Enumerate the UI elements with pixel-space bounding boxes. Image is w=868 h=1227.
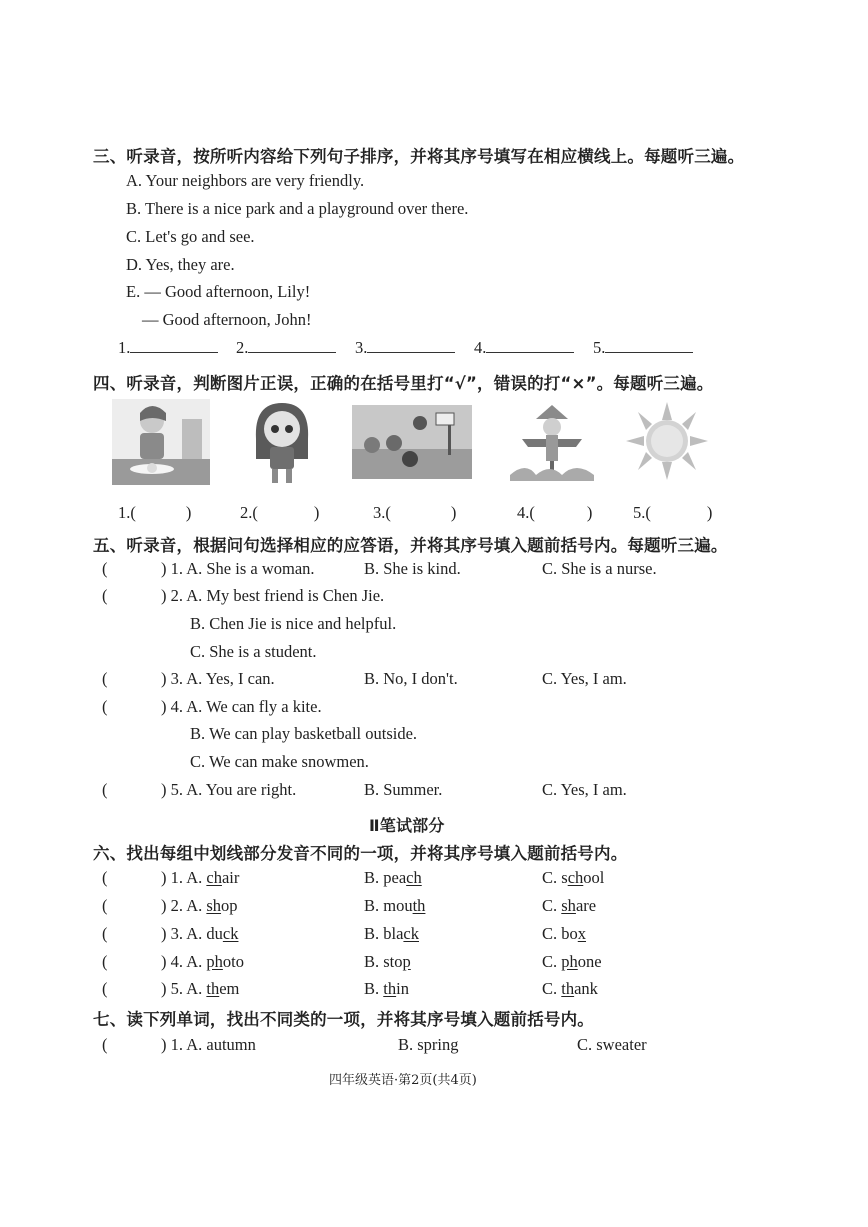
picture-sun — [624, 400, 710, 482]
order-blank-1[interactable] — [118, 338, 218, 358]
q4-option-b: B. We can play basketball outside. — [190, 724, 418, 743]
q4-option-c: C. We can make snowmen. — [190, 752, 369, 771]
q5-option-c: C. Yes, I am. — [542, 780, 627, 799]
blank-label: 4. — [474, 338, 487, 357]
sentence-a: A. Your neighbors are very friendly. — [126, 171, 365, 190]
answer-paren[interactable]: ( — [102, 868, 108, 887]
s6-q4-option-b: B. stop — [364, 952, 411, 971]
q1-option-a: ) 1. A. She is a woman. — [161, 559, 315, 578]
blank-label: 2. — [236, 338, 249, 357]
answer-open: 1.( — [118, 503, 136, 522]
section4-heading: 四、听录音，判断图片正误，正确的在括号里打“√”，错误的打“×”。每题听三遍。 — [93, 374, 714, 393]
s6-q1-option-c: C. school — [542, 868, 605, 887]
s6-q5-option-c: C. thank — [542, 979, 598, 998]
part2-title: Ⅱ笔试部分 — [369, 816, 445, 835]
q3-option-c: C. Yes, I am. — [542, 669, 627, 688]
answer-paren[interactable]: ( — [102, 1035, 108, 1054]
answer-paren[interactable]: ( — [102, 669, 108, 688]
answer-paren[interactable]: ( — [102, 559, 108, 578]
sentence-b: B. There is a nice park and a playground over there. — [126, 199, 469, 218]
s6-q3-option-b: B. black — [364, 924, 419, 943]
s6-q2-option-c: C. share — [542, 896, 597, 915]
s7-q1-option-c: C. sweater — [577, 1035, 647, 1054]
answer-paren[interactable]: ( — [102, 896, 108, 915]
q3-option-b: B. No, I don't. — [364, 669, 458, 688]
answer-paren[interactable]: ( — [102, 586, 108, 605]
section7-heading: 七、读下列单词，找出不同类的一项，并将其序号填入题前括号内。 — [93, 1010, 594, 1029]
s6-q5-option-b: B. thin — [364, 979, 409, 998]
blank-label: 1. — [118, 338, 131, 357]
s6-q1-option-b: B. peach — [364, 868, 422, 887]
sentence-e: E. — Good afternoon, Lily! — [126, 282, 311, 301]
s6-q3-option-c: C. box — [542, 924, 587, 943]
blank-label: 3. — [355, 338, 368, 357]
judge-answer-4[interactable] — [517, 503, 592, 523]
answer-paren[interactable]: ( — [102, 952, 108, 971]
s6-q4-option-c: C. phone — [542, 952, 602, 971]
s6-q4-option-a: ) 4. A. photo — [161, 952, 244, 971]
answer-open: 3.( — [373, 503, 391, 522]
picture-girl — [244, 399, 320, 485]
q2-option-c: C. She is a student. — [190, 642, 317, 661]
q2-option-b: B. Chen Jie is nice and helpful. — [190, 614, 397, 633]
q5-option-a: ) 5. A. You are right. — [161, 780, 297, 799]
q1-option-c: C. She is a nurse. — [542, 559, 657, 578]
judge-answer-3[interactable] — [373, 503, 456, 523]
q3-option-a: ) 3. A. Yes, I can. — [161, 669, 275, 688]
section5-heading: 五、听录音，根据问句选择相应的应答语，并将其序号填入题前括号内。每题听三遍。 — [93, 536, 728, 555]
s6-q3-option-a: ) 3. A. duck — [161, 924, 239, 943]
section3-heading: 三、听录音，按所听内容给下列句子排序，并将其序号填写在相应横线上。每题听三遍。 — [93, 147, 745, 166]
s6-q2-option-b: B. mouth — [364, 896, 426, 915]
judge-answer-1[interactable] — [118, 503, 191, 523]
answer-open: 2.( — [240, 503, 258, 522]
answer-close: ) — [586, 503, 593, 522]
answer-paren[interactable]: ( — [102, 697, 108, 716]
order-blank-5[interactable] — [593, 338, 693, 358]
order-blank-3[interactable] — [355, 338, 455, 358]
sentence-d: D. Yes, they are. — [126, 255, 235, 274]
picture-cooking-woman — [112, 399, 210, 485]
section6-heading: 六、找出每组中划线部分发音不同的一项，并将其序号填入题前括号内。 — [93, 844, 628, 863]
answer-paren[interactable]: ( — [102, 924, 108, 943]
s6-q1-option-a: ) 1. A. chair — [161, 868, 240, 887]
answer-close: ) — [706, 503, 713, 522]
blank-label: 5. — [593, 338, 606, 357]
q1-option-b: B. She is kind. — [364, 559, 461, 578]
answer-close: ) — [185, 503, 192, 522]
page-footer: 四年级英语·第2页(共4页) — [329, 1073, 477, 1088]
judge-answer-5[interactable] — [633, 503, 712, 523]
answer-open: 4.( — [517, 503, 535, 522]
s7-q1-option-b: B. spring — [398, 1035, 459, 1054]
answer-open: 5.( — [633, 503, 651, 522]
picture-scarecrow-in-field — [506, 401, 598, 481]
s6-q5-option-a: ) 5. A. them — [161, 979, 240, 998]
s7-q1-option-a: ) 1. A. autumn — [161, 1035, 256, 1054]
q2-option-a: ) 2. A. My best friend is Chen Jie. — [161, 586, 385, 605]
answer-close: ) — [313, 503, 320, 522]
order-blank-2[interactable] — [236, 338, 336, 358]
q5-option-b: B. Summer. — [364, 780, 443, 799]
judge-answer-2[interactable] — [240, 503, 319, 523]
answer-close: ) — [450, 503, 457, 522]
sentence-e-reply: — Good afternoon, John! — [142, 310, 312, 329]
answer-paren[interactable]: ( — [102, 780, 108, 799]
order-blank-4[interactable] — [474, 338, 574, 358]
answer-paren[interactable]: ( — [102, 979, 108, 998]
s6-q2-option-a: ) 2. A. shop — [161, 896, 238, 915]
picture-kids-playing-basketball — [352, 405, 472, 479]
sentence-c: C. Let's go and see. — [126, 227, 255, 246]
q4-option-a: ) 4. A. We can fly a kite. — [161, 697, 322, 716]
